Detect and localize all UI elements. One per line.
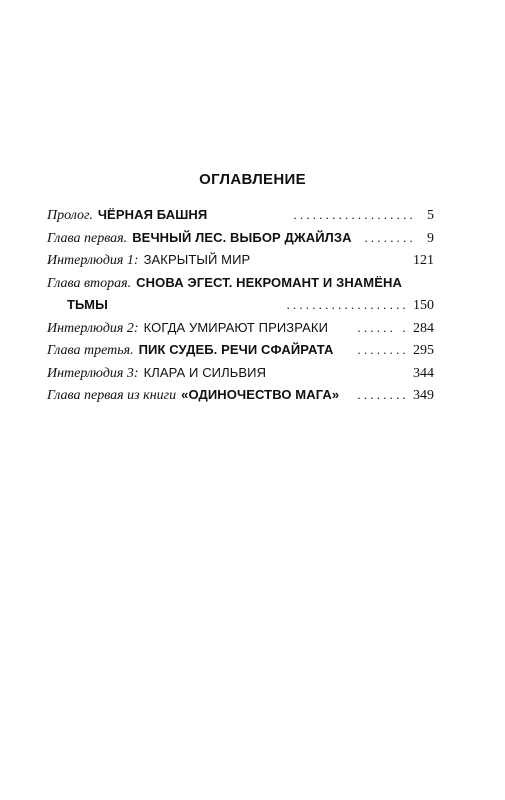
toc-entry-title: КЛАРА И СИЛЬВИЯ [143, 364, 267, 380]
toc-title: ОГЛАВЛЕНИЕ [199, 171, 306, 188]
toc-entry-chapter-3[interactable] [47, 339, 434, 362]
dot-leader: ................... [286, 297, 409, 312]
dot-leader: ................... [293, 207, 416, 222]
toc-entry-label: Интерлюдия 1: [47, 253, 139, 268]
toc-entry-interlude-3[interactable] [47, 362, 434, 385]
toc-entry-page: 349 [413, 388, 434, 403]
toc-entry-title: СНОВА ЭГЕСТ. НЕКРОМАНТ И ЗНАМЁНА [136, 274, 402, 290]
toc-entry-title: «ОДИНОЧЕСТВО МАГА» [181, 387, 340, 402]
toc-entry-prologue[interactable] [47, 204, 434, 227]
toc-entry-page: 5 [427, 208, 434, 223]
dot-leader: ........ [357, 342, 409, 357]
toc-entry-title: ЗАКРЫТЫЙ МИР [143, 252, 251, 267]
toc-entry-label: Глава третья. [47, 343, 134, 358]
toc-list [47, 204, 434, 407]
toc-entry-page: 295 [413, 343, 434, 358]
toc-entry-page: 284 [413, 320, 434, 336]
toc-entry-label: Интерлюдия 2: [47, 320, 139, 336]
toc-entry-label: Глава первая. [47, 230, 128, 246]
toc-entry-page: 344 [413, 365, 434, 381]
toc-entry-label: Глава вторая. [47, 275, 132, 291]
toc-entry-title: ПИК СУДЕБ. РЕЧИ СФАЙРАТА [138, 342, 334, 357]
toc-entry-title: ВЕЧНЫЙ ЛЕС. ВЫБОР ДЖАЙЛЗА [132, 229, 352, 245]
toc-entry-label: Интерлюдия 3: [47, 365, 139, 381]
toc-entry-page: 9 [427, 230, 434, 246]
toc-entry-page: 150 [413, 298, 434, 313]
toc-entry-title: ЧЁРНАЯ БАШНЯ [97, 207, 208, 222]
toc-entry-chapter-2[interactable] [47, 272, 434, 295]
toc-entry-interlude-2[interactable] [47, 317, 434, 340]
toc-entry-bonus-chapter[interactable] [47, 384, 434, 407]
toc-entry-label: Пролог. [47, 208, 93, 223]
dot-leader: ........ [364, 229, 416, 245]
toc-entry-title: КОГДА УМИРАЮТ ПРИЗРАКИ [143, 319, 329, 335]
toc-entry-page: 121 [413, 253, 434, 268]
toc-entry-title-continued: ТЬМЫ [67, 297, 108, 312]
toc-entry-interlude-1[interactable] [47, 249, 434, 272]
toc-entry-chapter-1[interactable] [47, 227, 434, 250]
dot-leader: . ...... [357, 319, 409, 335]
toc-entry-label: Глава первая из книги [47, 388, 177, 403]
dot-leader: ........ [357, 387, 409, 402]
toc-entry-chapter-2-continued[interactable] [47, 294, 434, 317]
